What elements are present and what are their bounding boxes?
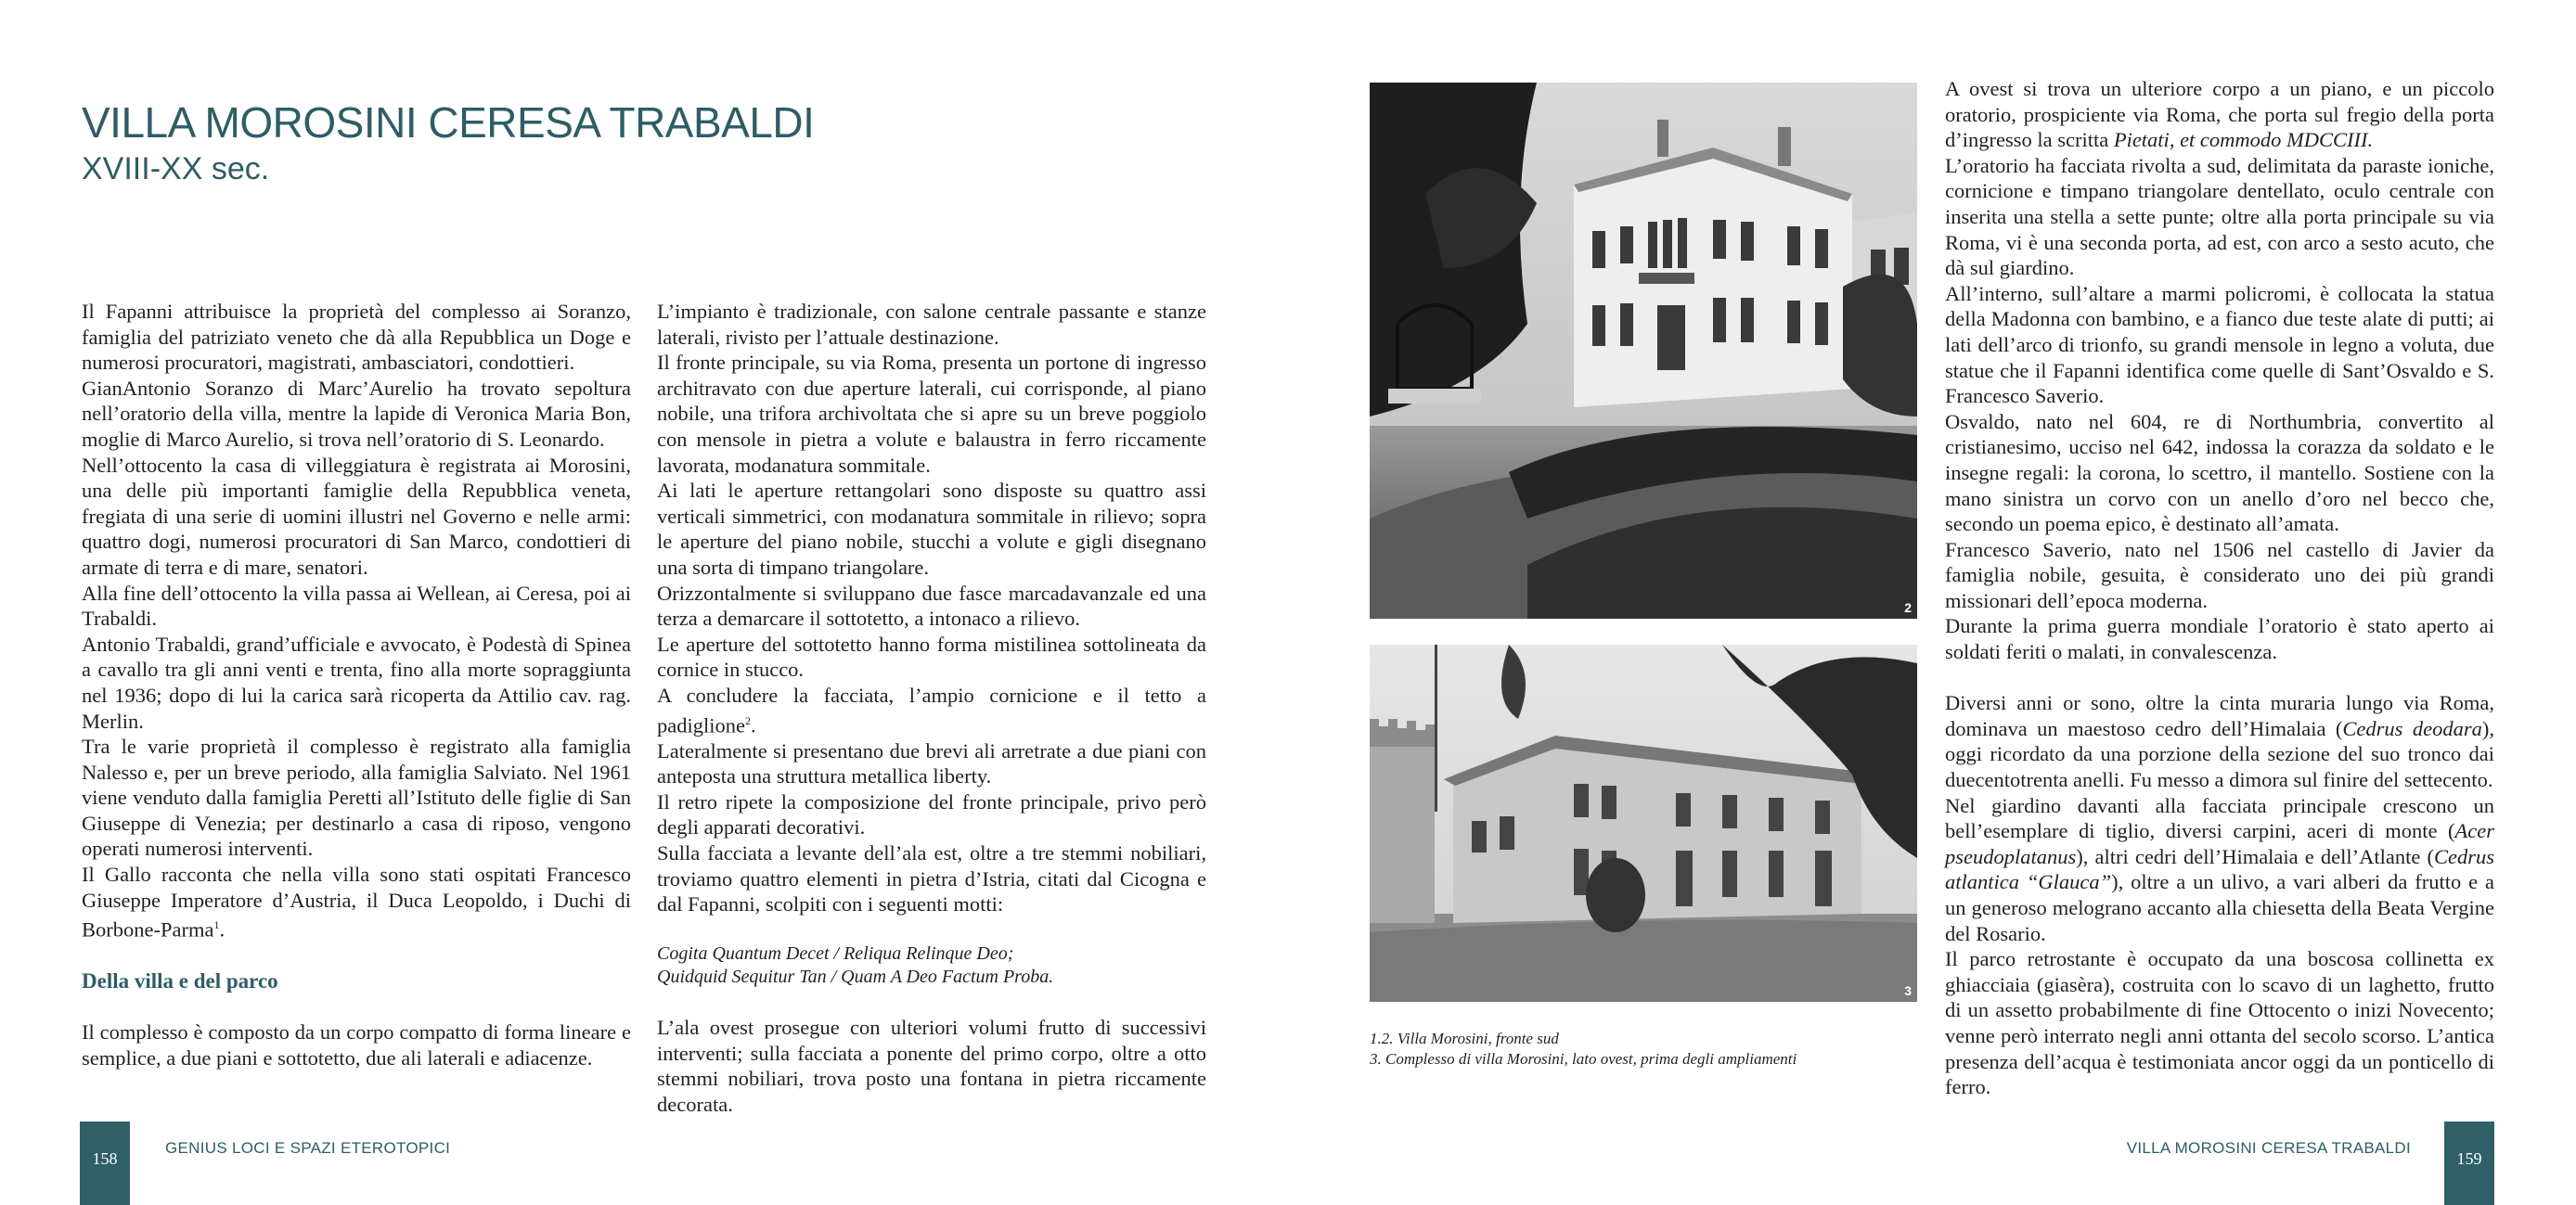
italic-text: Cedrus atlantica “Glauca” [1945,844,2494,894]
photo-villa-west [1370,645,1917,1002]
paragraph-text: ), oltre a un ulivo, a vari alberi da frutto e a un generoso melograno accanto alla chiesetta della Beata Vergine del Rosario. [1945,870,2494,945]
paragraph: All’interno, sull’altare a marmi policromi, è collocata la statua della Madonna con bambino, e a fianco due teste alate di putti; ai lati dell’arco di trionfo, su grandi mensole in legno a voluta, due statue che il Fapanni identifica come quelle di Sant’Osvaldo e S. Francesco Saverio. [1945,281,2494,408]
text-column-4 [1945,76,2494,1100]
paragraph: Il retro ripete la composizione del fronte principale, privo però degli apparati decorativi. [657,789,1206,840]
page-subtitle: XVIII-XX sec. [82,151,270,186]
caption-line: 3. Complesso di villa Morosini, lato ovest, prima degli ampliamenti [1370,1050,1797,1068]
paragraph: Francesco Saverio, nato nel 1506 nel castello di Javier da famiglia nobile, gesuita, è considerato uno dei più grandi missionari dell’epoca moderna. [1945,537,2494,612]
paragraph: Il Fapanni attribuisce la proprietà del complesso ai Soranzo, famiglia del patriziato veneto che dà alla Repubblica un Doge e numerosi procuratori, magistrati, ambasciatori, condottieri. [82,300,631,375]
text-column-2 [657,299,1206,1117]
paragraph-end: . [750,713,756,737]
paragraph: GianAntonio Soranzo di Marc’Aurelio ha trovato sepoltura nell’oratorio della villa, mentre la lapide di Veronica Maria Bon, moglie di Marco Aurelio, si trova nell’oratorio di S. Leonardo. [82,376,631,451]
villa-west-illustration [1370,645,1917,1002]
paragraph: Alla fine dell’ottocento la villa passa ai Wellean, ai Ceresa, poi ai Trabaldi. [82,581,631,631]
text-column-1 [82,299,631,1070]
paragraph: Ai lati le aperture rettangolari sono disposte su quattro assi verticali simmetrici, con modanatura sommitale in rilievo; sopra le aperture del piano nobile, stucchi a volute e gigli disegnano una sorta di timpano triangolare. [657,479,1206,579]
italic-text: Cedrus deodara [2342,716,2482,740]
paragraph [1945,793,2494,947]
page-number: 159 [2456,1149,2482,1168]
paragraph: Nell’ottocento la casa di villeggiatura è registrata ai Morosini, una delle più importanti famiglie della Repubblica veneta, fregiata di una serie di uomini illustri nel Governo e nelle armi: quattro dogi, numerosi procuratori di San Marco, condottieri di armate di terra e di mare, senatori. [82,453,631,579]
paragraph: L’ala ovest prosegue con ulteriori volumi frutto di successivi interventi; sulla facciata a ponente del primo corpo, oltre a otto stemmi nobiliari, trova posto una fontana in pietra riccamente decorata. [657,1015,1206,1116]
paragraph-text: ), oggi ricordato da una porzione della sezione del suo tronco dai duecentotrenta anelli. Fu messo a dimora sul finire del settecento. [1945,716,2495,792]
running-footer-left: GENIUS LOCI E SPAZI ETEROTOPICI [165,1139,451,1157]
paragraph-end: . [219,917,225,942]
paragraph: L’impianto è tradizionale, con salone centrale passante e stanze laterali, rivisto per l’attuale destinazione. [657,300,1206,349]
paragraph: Osvaldo, nato nel 604, re di Northumbria, convertito al cristianesimo, ucciso nel 642, indossa la corazza da soldato e le insegne regali: la corona, lo scettro, il mantello. Sostiene con la mano sinistra un corvo con un anello d’oro nel becco che, secondo un poema epico, è destinato all’amata. [1945,409,2494,536]
footnote-ref: 2 [744,713,751,727]
page-number-box-left [80,1122,130,1205]
paragraph [1945,690,2494,792]
paragraph: Lateralmente si presentano due brevi ali arretrate a due piani con anteposta una struttura metallica liberty. [657,738,1206,788]
paragraph: Orizzontalmente si sviluppano due fasce marcadavanzale ed una terza a demarcare il sottotetto, a intonaco a rilievo. [657,581,1206,631]
paragraph [1945,76,2494,153]
paragraph-text: Nel giardino davanti alla facciata principale crescono un bell’esemplare di tiglio, diversi carpini, aceri di monte ( [1945,793,2494,843]
italic-text: Acer pseudoplatanus [1945,819,2494,868]
paragraph [82,862,631,942]
paragraph-text: A ovest si trova un ulteriore corpo a un piano, e un piccolo oratorio, prospiciente via Roma, che porta sul fregio della porta d’ingresso la scritta [1945,77,2494,152]
page-number: 158 [92,1149,118,1168]
motto-line: Quidquid Sequitur Tan / Quam A Deo Factum Proba. [657,967,1054,988]
paragraph: Il fronte principale, su via Roma, presenta un portone di ingresso architravato con due aperture laterali, cui corrisponde, al piano nobile, una trifora archivoltata che si apre su un breve poggiolo con mensole in pietra a volute e balaustra in ferro riccamente lavorata, modanatura sommitale. [657,351,1206,477]
photo-number: 3 [1904,983,1912,998]
photo-caption [1370,1029,1926,1070]
paragraph-text: ), altri cedri dell’Himalaia e dell’Atlante ( [2076,844,2434,868]
caption-line: 1.2. Villa Morosini, fronte sud [1370,1030,1559,1047]
italic-text: Pietati, et commodo MDCCIII. [2113,128,2374,152]
section-heading: Della villa e del parco [82,968,278,993]
page-number-box-right [2444,1122,2494,1205]
paragraph: Il complesso è composto da un corpo compatto di forma lineare e semplice, a due piani e sottotetto, due ali laterali e adiacenze. [82,1020,631,1070]
page-title: VILLA MOROSINI CERESA TRABALDI [82,98,815,147]
villa-front-illustration [1370,83,1917,619]
photo-number: 2 [1904,600,1912,615]
paragraph-text: A concludere la facciata, l’ampio cornicione e il tetto a padiglione [657,683,1206,737]
paragraph: Le aperture del sottotetto hanno forma mistilinea sottolineata da cornice in stucco. [657,632,1206,682]
running-footer-right: VILLA MOROSINI CERESA TRABALDI [2126,1139,2411,1157]
motto-line: Cogita Quantum Decet / Reliqua Relinque Deo; [657,943,1014,965]
paragraph-text: Diversi anni or sono, oltre la cinta muraria lungo via Roma, dominava un maestoso cedro dell’Himalaia ( [1945,691,2494,740]
paragraph: Il parco retrostante è occupato da una boscosa collinetta ex ghiacciaia (giasèra), costruita con lo scavo di un laghetto, frutto di un assetto probabilmente di fine Ottocento o inizi Novecento; venne però interrato negli anni ottanta del secolo scorso. L’antica presenza dell’acqua è testimoniata ancor oggi da un ponticello di ferro. [1945,947,2494,1099]
paragraph: Tra le varie proprietà il complesso è registrato alla famiglia Nalesso e, per un breve periodo, alla famiglia Salviato. Nel 1961 viene venduto dalla famiglia Peretti all’Istituto delle figlie di San Giuseppe di Venezia; per destinarlo a casa di riposo, vengono operati numerosi interventi. [82,735,631,861]
paragraph: Durante la prima guerra mondiale l’oratorio è stato aperto ai soldati feriti o malati, in convalescenza. [1945,614,2494,664]
paragraph: L’oratorio ha facciata rivolta a sud, delimitata da paraste ioniche, cornicione e timpano triangolare dentellato, oculo centrale con inserita una stella a sette punte; oltre alla porta principale su via Roma, vi è una seconda porta, ad est, con arco a sesto acuto, che dà sul giardino. [1945,153,2494,280]
footnote-ref: 1 [213,918,220,932]
paragraph: Sulla facciata a levante dell’ala est, oltre a tre stemmi nobiliari, troviamo quattro elementi in pietra d’Istria, citati dal Cicogna e dal Fapanni, scolpiti con i seguenti motti: [657,840,1206,917]
paragraph-text: Il Gallo racconta che nella villa sono stati ospitati Francesco Giuseppe Imperatore d’Austria, il Duca Leopoldo, i Duchi di Borbone-Parma [82,863,631,942]
paragraph [657,683,1206,738]
photo-villa-front [1370,83,1917,619]
paragraph: Antonio Trabaldi, grand’ufficiale e avvocato, è Podestà di Spinea a cavallo tra gli anni venti e trenta, fino alla morte sopraggiunta nel 1936; dopo di lui la carica sarà ricoperta da Attilio cav. rag. Merlin. [82,632,631,733]
